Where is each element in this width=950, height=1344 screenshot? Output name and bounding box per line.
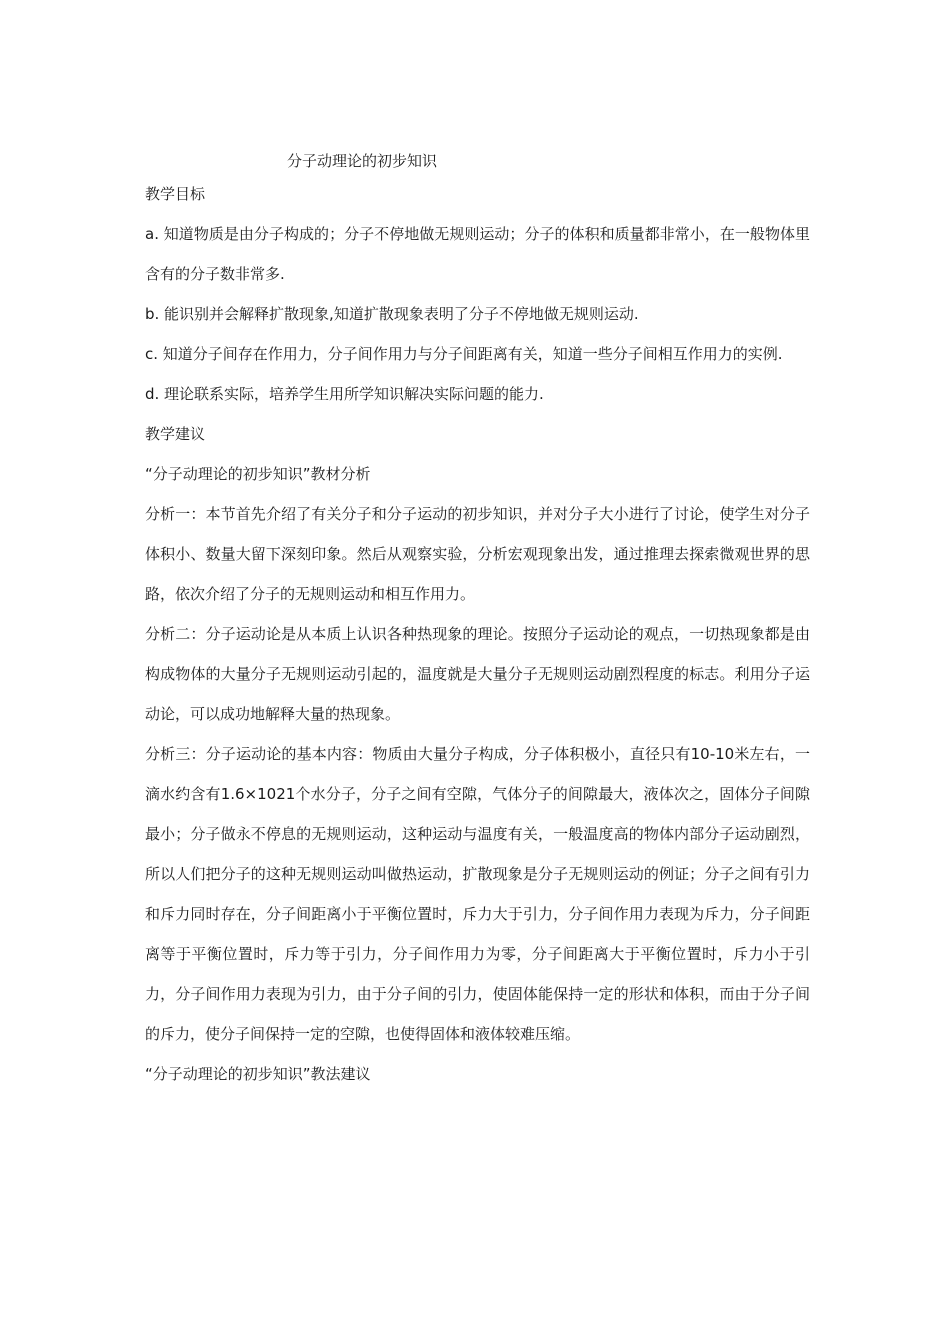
analysis-paragraph-1: 分析一：本节首先介绍了有关分子和分子运动的初步知识，并对分子大小进行了讨论，使学生对分子体积小、数量大留下深刻印象。然后从观察实验，分析宏观现象出发，通过推理去探索微观世界的思路，依次介绍了分子的无规则运动和相互作用力。 <box>145 505 810 603</box>
analysis-paragraph-2: 分析二：分子运动论是从本质上认识各种热现象的理论。按照分子运动论的观点，一切热现象都是由构成物体的大量分子无规则运动引起的，温度就是大量分子无规则运动剧烈程度的标志。利用分子运动论，可以成功地解释大量的热现象。 <box>145 625 810 723</box>
subheading-textbook-analysis: “分子动理论的初步知识”教材分析 <box>145 465 371 483</box>
subheading-teaching-methods: “分子动理论的初步知识”教法建议 <box>145 1065 371 1083</box>
goal-item-d: d. 理论联系实际，培养学生用所学知识解决实际问题的能力. <box>145 385 544 403</box>
document-title: 分子动理论的初步知识 <box>287 152 438 170</box>
goal-item-a: a. 知道物质是由分子构成的；分子不停地做无规则运动；分子的体积和质量都非常小，在一般物体里含有的分子数非常多. <box>145 225 810 283</box>
analysis-paragraph-3: 分析三：分子运动论的基本内容：物质由大量分子构成，分子体积极小，直径只有10-10米左右，一滴水约含有1.6×1021个水分子，分子之间有空隙，气体分子的间隙最大，液体次之，固体分子间隙最小；分子做永不停息的无规则运动，这种运动与温度有关，一般温度高的物体内部分子运动剧烈，所以人们把分子的这种无规则运动叫做热运动，扩散现象是分子无规则运动的例证；分子之间有引力和斥力同时存在，分子间距离小于平衡位置时，斥力大于引力，分子间作用力表现为斥力，分子间距离等于平衡位置时，斥力等于引力，分子间作用力为零，分子间距离大于平衡位置时，斥力小于引力，分子间作用力表现为引力，由于分子间的引力，使固体能保持一定的形状和体积，而由于分子间的斥力，使分子间保持一定的空隙，也使得固体和液体较难压缩。 <box>145 745 810 1043</box>
section-heading-suggestions: 教学建议 <box>145 425 206 443</box>
document-body <box>145 148 810 1094</box>
goal-item-c: c. 知道分子间存在作用力，分子间作用力与分子间距离有关，知道一些分子间相互作用力的实例. <box>145 345 783 363</box>
section-heading-goals: 教学目标 <box>145 185 206 203</box>
goal-item-b: b. 能识别并会解释扩散现象,知道扩散现象表明了分子不停地做无规则运动. <box>145 305 639 323</box>
